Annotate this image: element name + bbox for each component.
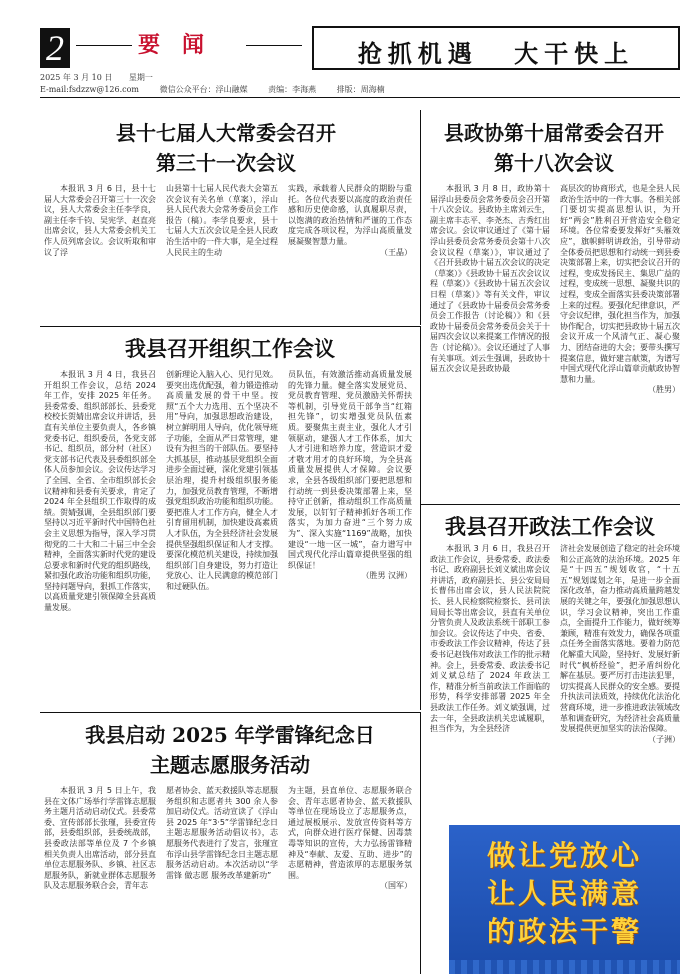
wechat-account: 微信公众平台：浮山融媒: [159, 85, 248, 94]
contact-email: E-mail:fsdzzw@126.com: [40, 85, 140, 94]
article-org-text3: 员队伍，有效激活推动高质量发展的先锋力量。健全落实发展党员、党员教育管理、党员激励关怀帮扶等机制，引导党员干部争当“红箱担先锋”，切实增强党员队伍素质。要聚焦主责主业，强化人才引领驱动，建强人才工作体系，加大人才引进和培养力度，营造识才爱才敬才用才的良好环境，为全县高质量发展提供人才保障。会议要求，全县各级组织部门要把思想和行动统一到县委决策部署上来，坚持守正创新，推动组织工作高质量发展，以钉钉子精神抓好各项工作落实，为加力奋进“三个努力成为”、深入实施“1169”战略，加快建设“一地一区一城”，奋力谱写中国式现代化浮山篇章提供坚强的组织保证！: [288, 370, 412, 570]
article-leifeng-text3: 为主题，县直单位、志愿服务联合会、青年志愿者协会、蓝天救援队等单位在现场设立了志愿服务点，通过展板展示、发放宣传资料等方式，向群众进行医疗保健、因毒禁毒等知识的宣传，大力弘扬雷锋精神及“奉献、友爱、互助、进步”的志愿精神，营造浓厚的志愿服务氛围。: [288, 786, 412, 880]
article-org-col3: [288, 370, 412, 702]
article-cppcc-title: [428, 118, 680, 178]
header-divider: [40, 97, 680, 98]
issue-weekday: 星期一: [128, 73, 153, 82]
article-politics-title: 我县召开政法工作会议: [445, 514, 655, 539]
article-politics-col2: [560, 544, 680, 822]
banner-line1: 做让党放心: [486, 839, 642, 872]
article-politics-byline: （子洲）: [648, 734, 680, 744]
article-cppcc-title-line2: 第十八次会议: [494, 151, 614, 175]
article-leifeng-text1: 本报讯 3 月 5 日上午，我县在文体广场举行学雷锋志愿服务主题月活动启动仪式。县委常委、宣传部部长张瑾，县委宣传部，县委组织部，县委统战部，县委政法部等单位及 7 个乡镇相关负责人出席活动，部分县直单位志愿服务队、乡镇、社区志愿服务队，新就业群体志愿服务队及志愿服务联合会，青年志: [44, 786, 156, 891]
column-divider-top: [420, 110, 421, 325]
slogan-banner: [449, 825, 680, 974]
article-org-title: 我县召开组织工作会议: [125, 336, 335, 361]
article-npc-text1: 本报讯 3 月 6 日，县十七届人大常委会召开第三十一次会议，县人大常委会主任李学良，副主任李千钧、吴宪学、赵直亮出席会议，县人大常委会机关工作人员列席会议。会议听取和审议了浮: [44, 184, 156, 257]
article-npc-text3: 实践，承载着人民群众的期盼与重托。各位代表要以高度的政治责任感和历史使命感，认真履职尽责，以饱满的政治热情和严谨的工作态度完成各项议程，为浮山高质量发展凝聚智慧力量。: [288, 184, 412, 246]
article-org-col2: [166, 370, 278, 700]
masthead: [0, 0, 700, 92]
article-cppcc-col1: [430, 184, 550, 500]
article-leifeng-col2: [166, 786, 278, 974]
article-npc-byline: （王晶）: [380, 247, 412, 257]
issue-date: 2025 年 3 月 10 日: [40, 73, 113, 82]
article-npc-title-line1: 县十七届人大常委会召开: [116, 121, 336, 145]
page-number: 2: [40, 28, 70, 68]
banner-line3: 的政法干警: [486, 915, 642, 948]
article-cppcc-col2: [560, 184, 680, 500]
article-leifeng-title-line2: 主题志愿服务活动: [150, 753, 310, 777]
layout-credit: 排版：周海楠: [336, 85, 385, 94]
article-leifeng-byline: （国军）: [380, 881, 412, 891]
divider-cppcc: [420, 504, 680, 505]
slogan: 抢抓机遇 大干快上: [357, 40, 635, 68]
banner-decoration: [449, 960, 680, 974]
article-npc-col1: [44, 184, 156, 314]
masthead-rule-left: [76, 45, 132, 46]
contact-line: [40, 84, 680, 95]
article-org-text1: 本报讯 3 月 4 日，我县召开组织工作会议，总结 2024 年工作，安排 2025 年任务。县委常委、组织部部长、县委党校校长贺婧出席会议并讲话，县直有关单位主要负责人，各乡镇党委书记、组织委员，各党支部书记、组织员，部分村（社区）党支部书记代表及县委组织部全体人员参加会议。会议传达学习了全国、全省、全市组织部长会议精神和县委有关要求，肯定了 2024 年全县组织工作取得的成绩。贺婧强调，全县组织部门要坚持以习近平新时代中国特色社会主义思想为指导，深入学习贯彻党的二十大和二十届三中全会精神，全面落实新时代党的建设总要求和新时代党的组织路线，紧扣强化政治功能和组织功能，坚持问题导向，狠抓工作落实，以高质量党建引领保障全县高质量发展。: [44, 370, 156, 613]
article-npc-title: [40, 118, 412, 178]
editor-credit: 责编：李海燕: [268, 85, 317, 94]
article-cppcc-text1: 本报讯 3 月 8 日，政协第十届浮山县委员会常务委员会召开第十八次会议。县政协主席刘云生，副主席丰志平、李尧杰、吉秀红出席会议。会议审议通过了《第十届浮山县委员会常务委员会第十八次会议议程（草案）》，审议通过了《召开县政协十届五次会议的决定（草案）》《县政协十届五次会议议程（草案）》《县政协十届五次会议日程（草案）》等有关文件，审议通过了《县政协十届委员会常务委员会工作报告（讨论稿）》和《县政协十届委员会常务委员会关于十届四次会议以来提案工作情况的报告（讨论稿）》。会议还通过了人事有关事项。刘云生强调，县政协十届五次会议是县政协最: [430, 184, 550, 374]
article-leifeng-col3: [288, 786, 412, 974]
article-npc-col3: [288, 184, 412, 316]
banner-line2: 让人民满意: [486, 877, 642, 910]
article-cppcc-text2: 高层次的协商形式，也是全县人民政治生活中的一件大事。各相关部门要切实提高思想认识，为开好“两会”胜利召开营造安全稳定环境。各位常委要发挥好“头雁效应”，旗帜鲜明讲政治，引导带动全体委员把思想和行动统一到县委决策部署上来，切实把会议召开的过程，变成发扬民主、集思广益的过程，变成统一思想、凝聚共识的过程，变成全面落实县委决策部署上来的过程。要强化纪律意识，严守会议纪律，强化担当作为，加强协作配合，切实把县政协十届五次会议开成一个风清气正、凝心聚力、团结奋进的大会；要带头撰写提案信息，做好建言献策，为谱写中国式现代化浮山篇章贡献政协智慧和力量。: [560, 184, 680, 384]
article-leifeng-col1: [44, 786, 156, 974]
article-npc-text2: 山县第十七届人民代表大会第五次会议有关名单（草案），浮山县人民代表大会常务委员会工作报告（稿）。李学良要求，县十七届人大五次会议是全县人民政治生活中的一件大事，是全过程人民民主的生动: [166, 184, 278, 257]
divider-npc: [40, 326, 420, 327]
article-leifeng-title: [40, 720, 420, 780]
article-org-text2: 创新理论入脑入心、见行见效。要突出选优配强，着力锻造推动高质量发展的骨干中坚。按照“五个大力选用、五个坚决不用”导向，加强思想政治建设，树立鲜明用人导向，优化领导班子功能，全面从严日常管理，建设有为担当的干部队伍。要坚持大抓基层，推动基层党组织全面进步全面过硬，深化党建引领基层治理，提升村级组织服务能力，加强党员教育管理，不断增强党组织政治功能和组织功能。要把准人才工作方向，健全人才引育留用机制，加快建设高素质人才队伍，为全县经济社会发展提供坚强组织保证和人才支撑。要深化模范机关建设，持续加强组织部门自身建设，努力打造让党放心、让人民满意的模范部门和过硬队伍。: [166, 370, 278, 591]
article-org-col1: [44, 370, 156, 700]
article-politics-text2: 济社会发展创造了稳定的社会环境和公正高效的法治环境。2025 年是“十四五”规划收官，“十五五”规划谋划之年，是进一步全面深化改革，奋力推动高质量跨越发展的关键之年，要强化加强思想认识，学习会议精神，突出工作重点，全面提升工作能力，做好统筹兼顾，精准有效发力，确保各项重点任务全面落实落地。要着力防范化解重大风险，坚持好、发展好新时代“枫桥经验”，把矛盾纠纷化解在基层。要严厉打击违法犯罪，切实提高人民群众的安全感。要提升执法司法质效，持续优化法治化营商环境，进一步推进政法领域改革和调查研究，为经济社会高质量发展提供更加坚实的法治保障。: [560, 544, 680, 734]
column-divider-bottom: [420, 712, 421, 974]
article-politics-text1: 本报讯 3 月 6 日，我县召开政法工作会议，县委常委、政法委书记、政府副县长刘义斌出席会议并讲话，政府副县长、县公安局局长曹伟出席会议，县人民法院院长、县人民检察院检察长、县司法局局长等出席会议，县直有关单位分管负责人及政法系统干部职工参加会议。会议传达了中央、省委、市委政法工作会议精神，传达了县委书记赵钱伟对政法工作的批示精神。会上，县委常委、政法委书记刘义斌总结了 2024 年政法工作，精准分析当前政法工作面临的形势，科学安排部署 2025 年全县政法工作任务。刘义斌强调，过去一年，全县政法机关忠诚履职，担当作为，为全县经济: [430, 544, 550, 734]
section-title: 要闻: [138, 33, 227, 58]
article-cppcc-title-line1: 县政协第十届常委会召开: [444, 121, 664, 145]
article-cppcc-byline: （胜男）: [648, 385, 680, 395]
article-npc-title-line2: 第三十一次会议: [156, 151, 296, 175]
masthead-rule-right: [246, 45, 302, 46]
article-org-byline: （胜男 汉洲）: [361, 571, 412, 581]
issue-date-line: [40, 72, 167, 83]
article-leifeng-text2: 愿者协会、蓝天救援队等志愿服务组织和志愿者共 300 余人参加启动仪式。活动宣读了《浮山县 2025 年“3·5”学雷锋纪念日主题志愿服务活动倡议书》，志愿服务代表进行了发言，张瑾宣布浮山县学雷锋纪念日主题志愿服务活动启动。本次活动以“学雷锋 做志愿 服务改革建新功”: [166, 786, 278, 880]
article-npc-col2: [166, 184, 278, 314]
slogan-box: [312, 26, 680, 70]
article-leifeng-title-line1: 我县启动 2025 年学雷锋纪念日: [85, 723, 375, 747]
article-politics-col1: [430, 544, 550, 820]
divider-org: [40, 712, 420, 713]
